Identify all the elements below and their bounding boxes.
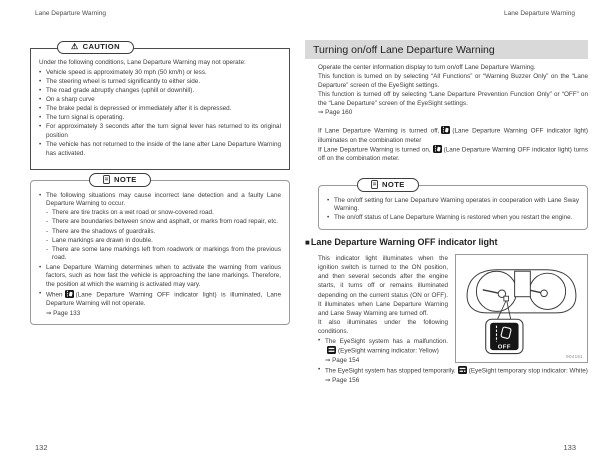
section-paragraph: This indicator light illuminates when the ignition switch is turned to the ON position, and then several seconds after the engine starts, it turns off or remains illuminated depending on the current status (ON or OFF). It illuminates when Lane Departure Warning and Lane Sway Warning are turned off. [318, 255, 448, 317]
bullet-text [325, 337, 448, 365]
figure-code: 904161 [566, 353, 583, 359]
eyesight-temporary-stop-indicator-icon [458, 366, 467, 374]
caution-bullet [39, 105, 281, 114]
bullet-marker: • [39, 114, 42, 122]
bullet-text: The on/off setting for Lane Departure Warning operates in cooperation with Lane Sway Warning. [334, 196, 579, 213]
ldw-off-indicator-icon [433, 145, 442, 153]
text-after-icon: (EyeSight temporary stop indicator: White) [468, 367, 588, 375]
note-label [357, 178, 419, 192]
text-after-icon: (Lane Departure Warning OFF indicator light) turns off on the combination meter. [318, 146, 588, 162]
note-bullet [327, 197, 579, 214]
text-before-icon: If Lane Departure Warning is turned on, [318, 146, 431, 153]
note-bullet [327, 214, 579, 223]
page-title: Turning on/off Lane Departure Warning [305, 40, 588, 59]
bullet-text: On a sharp curve [46, 96, 95, 103]
bullet-text: The on/off status of Lane Departure Warning is restored when you restart the engine. [334, 214, 573, 222]
text-before-icon: The EyeSight system has a malfunction. [325, 338, 448, 346]
bullet-text: The steering wheel is turned significantly to either side. [46, 77, 201, 85]
paragraph: This function is turned on by selecting “All Functions” or “Warning Buzzer Only” on the “Lane Departure” screen of the EyeSight settings. [318, 73, 588, 89]
caution-intro: Under the following conditions, Lane Departure Warning may not operate: [39, 59, 246, 66]
page-number-left: 132 [35, 443, 48, 452]
text-before-icon: If Lane Departure Warning is turned off, [318, 127, 440, 135]
condition-bullet [318, 366, 588, 385]
note-label-text: NOTE [114, 174, 137, 184]
ldw-off-indicator-icon [65, 290, 74, 298]
square-bullet-icon: ■ [305, 237, 310, 247]
bullet-marker: • [39, 96, 42, 103]
page-number-right: 133 [563, 443, 576, 452]
dash-marker: - [46, 209, 49, 217]
caution-bullet [39, 78, 281, 87]
note-bullet [39, 290, 281, 309]
page-reference: ⇒ Page 154 [325, 356, 360, 364]
note-box-left [30, 174, 290, 325]
page-reference: ⇒ Page 156 [325, 376, 360, 384]
text-after-icon: (Lane Departure Warning OFF indicator light) illuminates on the combination meter [318, 127, 588, 144]
condition-bullet [318, 337, 448, 365]
note-sub-bullet [46, 209, 281, 218]
section-body [305, 254, 588, 385]
note-label [89, 173, 151, 187]
warning-triangle-icon: ⚠ [71, 42, 79, 51]
caution-bullet [39, 69, 281, 78]
right-body [318, 63, 588, 163]
note-label-text: NOTE [382, 179, 405, 189]
bullet-marker: • [318, 337, 321, 345]
dash-marker: - [46, 218, 49, 226]
bullet-marker: • [327, 196, 330, 204]
note-memo-icon [103, 175, 110, 184]
page-reference: ⇒ Page 133 [46, 309, 81, 317]
note-sub-bullet [46, 228, 281, 237]
bullet-marker: • [39, 191, 42, 199]
paragraph [318, 126, 588, 145]
note-sub-bullet [46, 237, 281, 246]
note-box-right [318, 179, 588, 230]
dash-marker: - [46, 236, 49, 244]
paragraph: Operate the center information display to turn on/off Lane Departure Warning. [318, 64, 536, 71]
bullet-marker: • [39, 141, 42, 149]
sub-bullet-text: There are the shadows of guardrails. [52, 227, 156, 235]
paragraph [318, 145, 588, 164]
text-after-icon: (Lane Departure Warning OFF indicator light) is illuminated, Lane Departure Warning will not operate. [46, 291, 281, 307]
bullet-text: The turn signal is operating. [46, 114, 125, 122]
caution-bullet [39, 87, 281, 96]
bullet-text: The brake pedal is depressed or immediately after it is depressed. [46, 105, 232, 113]
page-reference: ⇒ Page 160 [318, 109, 353, 116]
sub-bullet-text: There are boundaries between snow and asphalt, or marks from road repair, etc. [52, 218, 279, 226]
bullet-marker: • [39, 77, 42, 85]
bullet-text [325, 366, 588, 385]
bullet-marker: • [39, 289, 42, 297]
bullet-text [46, 290, 281, 309]
caution-label [57, 41, 134, 54]
note-bullet [39, 192, 281, 209]
bullet-marker: • [318, 366, 321, 373]
off-icon-label: OFF [497, 344, 511, 351]
bullet-marker: • [39, 86, 42, 94]
running-header-left: Lane Departure Warning [35, 10, 106, 17]
sub-bullet-text: There are tire tracks on a wet road or snow-covered road. [52, 209, 214, 217]
bullet-marker: • [39, 263, 42, 271]
sub-bullet-text: There are some lane markings left from roadwork or markings from the previous road. [52, 245, 281, 262]
bullet-marker: • [39, 105, 42, 113]
bullet-text: Lane Departure Warning determines when to activate the warning from various factors, such as how fast the vehicle is approaching the lane markings. Therefore, the position at which the warning is activated may vary. [46, 263, 281, 288]
note-sub-bullet [46, 246, 281, 263]
bullet-text: The vehicle has not returned to the inside of the lane after Lane Departure Warning has activated. [46, 141, 281, 157]
bullet-text: The road grade abruptly changes (uphill or downhill). [46, 86, 195, 94]
paragraph: This function is turned off by selecting “Lane Departure Prevention Function Only” or “OFF” on the “Lane Departure” screen of the EyeSight settings. [318, 91, 588, 107]
dash-marker: - [46, 227, 49, 235]
combination-meter-illustration [455, 254, 588, 363]
caution-bullet [39, 123, 281, 140]
note-sub-bullet [46, 218, 281, 227]
caution-box [30, 42, 290, 170]
bullet-text: For approximately 3 seconds after the turn signal lever has returned to its original position [46, 123, 281, 139]
caution-label-text: CAUTION [82, 42, 120, 52]
ldw-off-indicator-icon [441, 126, 450, 134]
sub-bullet-text: Lane markings are drawn in double. [52, 236, 153, 244]
bullet-text: The following situations may cause incorrect lane detection and a faulty Lane Departure Warning to occur. [46, 191, 281, 208]
text-after-icon: (EyeSight warning indicator: Yellow) [338, 347, 439, 355]
caution-bullet [39, 114, 281, 123]
caution-bullet [39, 141, 281, 158]
bullet-marker: • [39, 123, 42, 131]
caution-bullet [39, 96, 281, 105]
spacer [318, 117, 588, 126]
note-memo-icon [371, 180, 378, 189]
note-bullet [39, 264, 281, 290]
section-heading-text: Lane Departure Warning OFF indicator light [310, 237, 498, 247]
text-before-icon: The EyeSight system has stopped temporarily. [325, 367, 456, 375]
section-heading [305, 237, 588, 247]
text-before-icon: When [46, 291, 63, 299]
running-header-right: Lane Departure Warning [504, 10, 575, 17]
bullet-marker: • [39, 68, 42, 76]
bullet-marker: • [327, 214, 330, 222]
section-paragraph: It also illuminates under the following conditions. [318, 318, 448, 335]
meter-cluster-svg [457, 257, 586, 358]
bullet-text: Vehicle speed is approximately 30 mph (50 km/h) or less. [46, 68, 207, 76]
off-indicator-section [305, 237, 588, 385]
dash-marker: - [46, 245, 49, 253]
eyesight-warning-indicator-icon [327, 346, 336, 354]
